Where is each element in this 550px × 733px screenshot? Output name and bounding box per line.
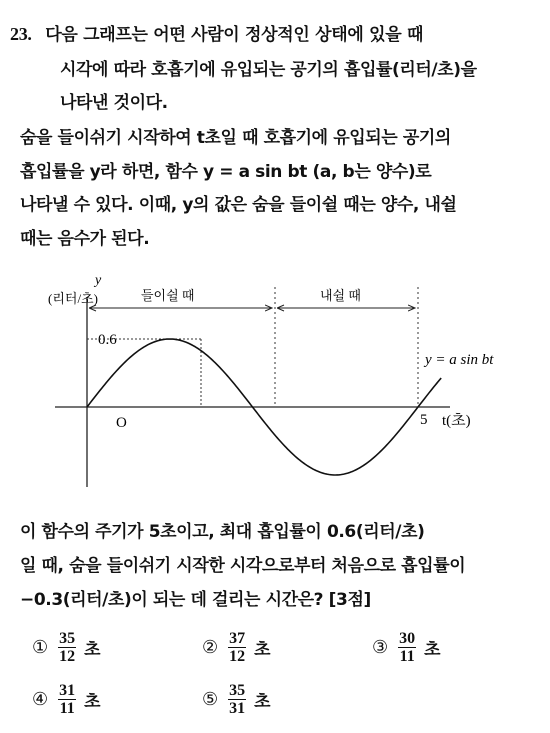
choice-5[interactable] xyxy=(202,682,271,717)
choice-mark: ④ xyxy=(32,689,49,710)
choice-fraction: $\frac{30}{11}$ xyxy=(399,630,416,665)
choice-unit: 초 xyxy=(254,692,271,712)
x-axis-label: t(초) xyxy=(442,413,471,429)
choice-mark: ② xyxy=(202,637,219,658)
y-axis-unit: (리터/초) xyxy=(48,291,98,306)
exhale-label: 내쉴 때 xyxy=(320,288,361,303)
condition-line-2: 흡입률을 y라 하면, 함수 y = a sin bt (a, b는 양수)로 xyxy=(20,162,432,182)
choice-unit: 초 xyxy=(424,640,441,660)
intro-line-1: 다음 그래프는 어떤 사람이 정상적인 상태에 있을 때 xyxy=(45,25,424,45)
choice-fraction: $\frac{35}{31}$ xyxy=(229,682,246,717)
question-line-2: 일 때, 숨을 들이쉬기 시작한 시각으로부터 처음으로 흡입률이 xyxy=(20,556,466,576)
question-line-3: −0.3(리터/초)이 되는 데 걸리는 시간은? [3점] xyxy=(20,590,371,610)
choice-2[interactable] xyxy=(202,630,271,665)
sine-graph xyxy=(40,262,500,492)
choice-mark: ③ xyxy=(372,637,389,658)
choice-3[interactable] xyxy=(372,630,441,665)
period-label: 5 xyxy=(420,412,428,428)
condition-line-1: 숨을 들이쉬기 시작하여 t초일 때 호흡기에 유입되는 공기의 xyxy=(20,128,451,148)
y-axis-var: y xyxy=(95,273,102,288)
curve-label: y = a sin bt xyxy=(425,352,494,368)
condition-line-3: 나타낼 수 있다. 이때, y의 값은 숨을 들이쉴 때는 양수, 내쉴 xyxy=(20,195,457,215)
intro-line-3: 나타낸 것이다. xyxy=(60,93,168,113)
choice-unit: 초 xyxy=(84,692,101,712)
intro-line-2: 시각에 따라 호흡기에 유입되는 공기의 흡입률(리터/초)을 xyxy=(60,60,477,80)
choice-1[interactable] xyxy=(32,630,101,665)
question-line-1: 이 함수의 주기가 5초이고, 최대 흡입률이 0.6(리터/초) xyxy=(20,522,425,542)
max-label: 0.6 xyxy=(98,332,117,348)
choice-unit: 초 xyxy=(84,640,101,660)
choice-mark: ⑤ xyxy=(202,689,219,710)
choice-fraction: $\frac{35}{12}$ xyxy=(59,630,76,665)
choice-unit: 초 xyxy=(254,640,271,660)
condition-line-4: 때는 음수가 된다. xyxy=(20,229,150,249)
inhale-label: 들이쉴 때 xyxy=(141,288,195,303)
choice-fraction: $\frac{31}{11}$ xyxy=(59,682,76,717)
choice-mark: ① xyxy=(32,637,49,658)
problem-number: 23. xyxy=(10,24,32,44)
problem-header xyxy=(10,20,423,45)
choice-4[interactable] xyxy=(32,682,101,717)
origin-label: O xyxy=(116,415,127,431)
choice-fraction: $\frac{37}{12}$ xyxy=(229,630,246,665)
